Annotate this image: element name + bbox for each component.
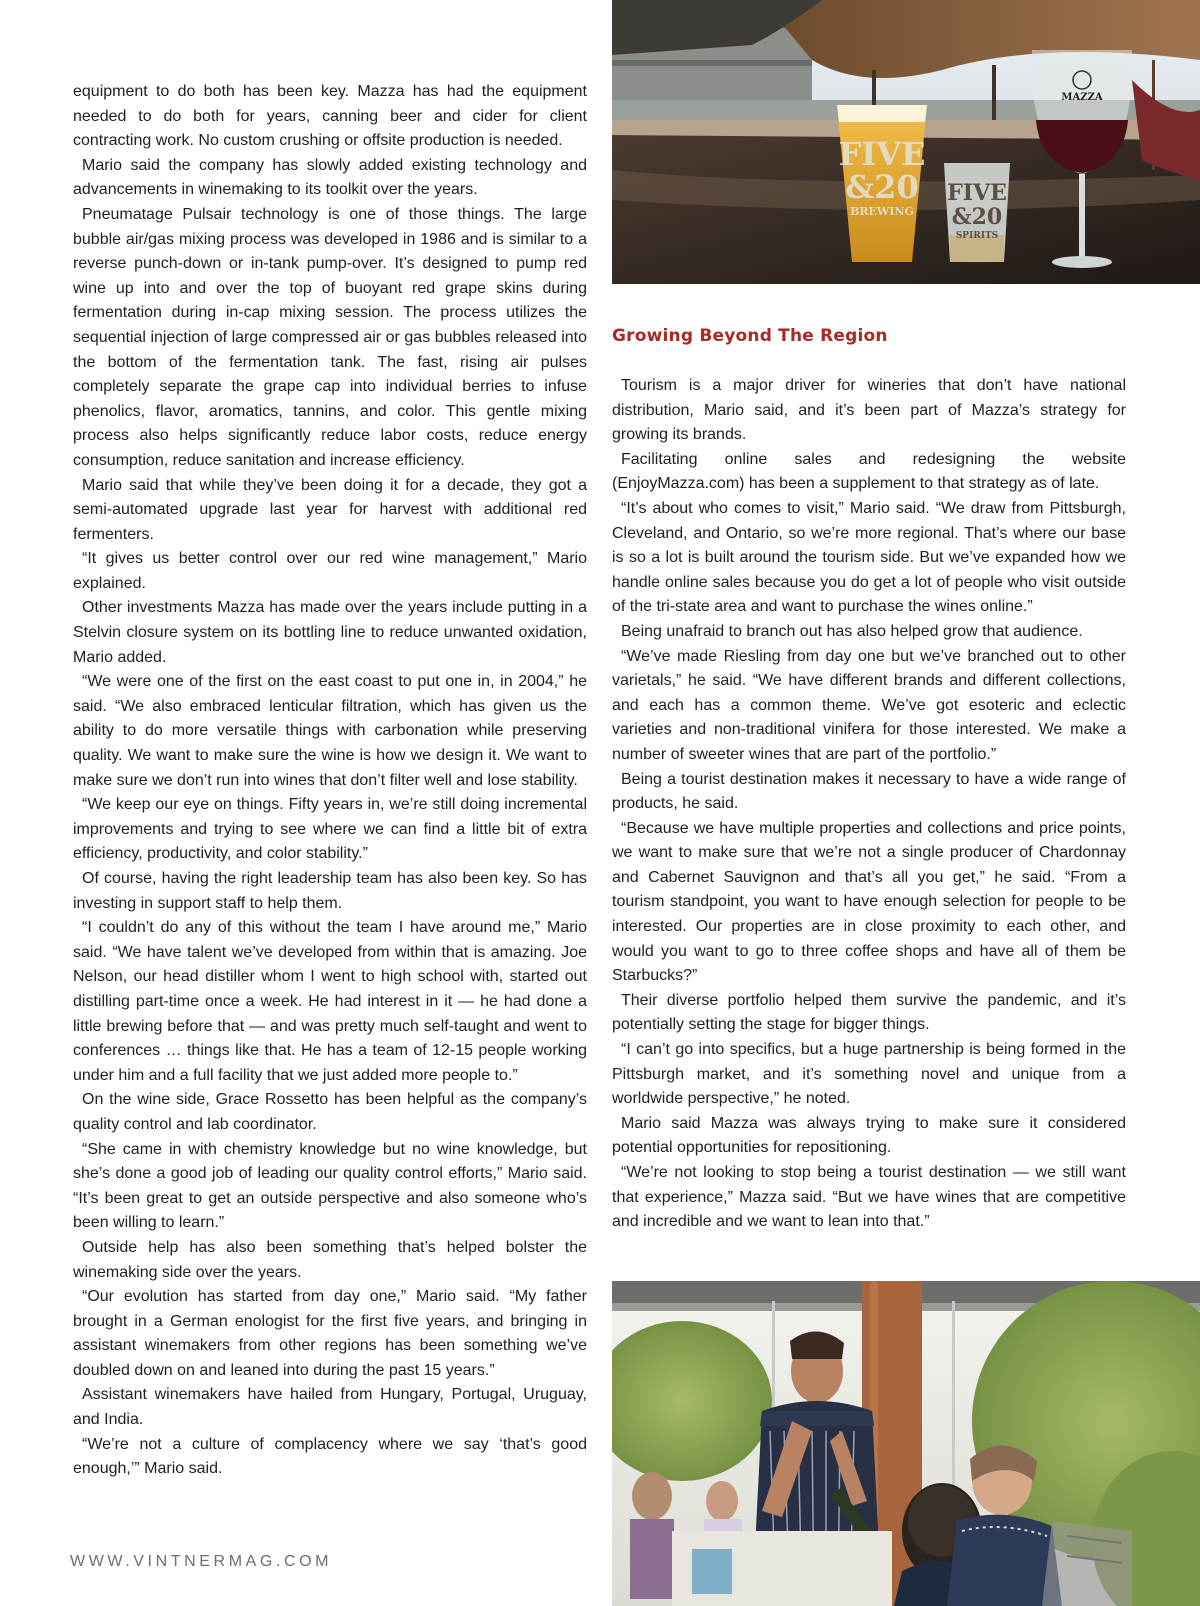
paragraph: equipment to do both has been key. Mazza has had the equipment needed to do both for years, canning beer and cider for client contracting work. No custom crushing or offsite production is needed. bbox=[73, 83, 587, 150]
paragraph: “We keep our eye on things. Fifty years in, we’re still doing incremental improvements and trying to see where we can find a little bit of extra efficiency, productivity, and color stability.” bbox=[73, 796, 587, 863]
paragraph: “We’re not a culture of complacency where we say ‘that’s good enough,’” Mario said. bbox=[73, 1435, 587, 1478]
paragraph: “Because we have multiple properties and collections and price points, we want to make sure that we’re not a single producer of Chardonnay and Cabernet Sauvignon and that’s all you get,” he said. “From a tourism standpoint, you want to have enough selection for people to be interested. Our properties are in close proximity to each other, and would you want to go to three coffee shops and have all of them be Starbucks?” bbox=[612, 819, 1126, 985]
spirits-glass-text-2: &20 bbox=[951, 204, 1003, 230]
wine-pouring-photo bbox=[612, 1281, 1200, 1606]
section-heading: Growing Beyond The Region bbox=[612, 326, 888, 346]
right-column bbox=[612, 374, 1126, 1235]
paragraph: “I can’t go into specifics, but a huge partnership is being formed in the Pittsburgh market, and it’s something novel and unique from a worldwide perspective,” he noted. bbox=[612, 1041, 1126, 1108]
paragraph: “I couldn’t do any of this without the team I have around me,” Mario said. “We have talent we’ve developed from within that is amazing. Joe Nelson, our head distiller whom I went to high school with, started out distilling part-time once a week. He had interest in it — he had done a little brewing before that — and was pretty much self-taught and went to conferences … things like that. He has a team of 12-15 people working under him and a full facility that we just added more people to.” bbox=[73, 919, 587, 1084]
paragraph: On the wine side, Grace Rossetto has been helpful as the company’s quality control and lab coordinator. bbox=[73, 1091, 587, 1133]
paragraph: Facilitating online sales and redesigning the website (EnjoyMazza.com) has been a supplement to that strategy as of late. bbox=[612, 450, 1126, 493]
footer-url: WWW.VINTNERMAG.COM bbox=[70, 1553, 333, 1570]
paragraph: Of course, having the right leadership team has also been key. So has investing in support staff to help them. bbox=[73, 870, 587, 912]
spirits-glass-text-3: SPIRITS bbox=[955, 231, 999, 241]
paragraph: Being unafraid to branch out has also helped grow that audience. bbox=[621, 622, 1083, 640]
paragraph: Mario said that while they’ve been doing it for a decade, they got a semi-automated upgrade last year for harvest with additional red fermenters. bbox=[73, 476, 587, 543]
paragraph: Tourism is a major driver for wineries that don’t have national distribution, Mario said, and it’s been part of Mazza’s strategy for growing its brands. bbox=[612, 377, 1126, 444]
beer-glass-text-2: &20 bbox=[845, 168, 919, 206]
paragraph: “It’s about who comes to visit,” Mario said. “We draw from Pittsburgh, Cleveland, and Ontario, so we’re more regional. That’s where our base is so a lot is built around the tourism side. But we’ve expanded how we handle online sales because you do get a lot of people who visit outside of the tri-state area and want to purchase the wines online.” bbox=[612, 499, 1126, 616]
beer-glass-text-3: BREWING bbox=[850, 205, 914, 218]
patio-glasses-photo bbox=[612, 0, 1200, 284]
paragraph: Other investments Mazza has made over the years include putting in a Stelvin closure system on its bottling line to reduce unwanted oxidation, Mario added. bbox=[73, 599, 587, 666]
wine-glass-text: MAZZA bbox=[1061, 92, 1103, 103]
paragraph: “We were one of the first on the east coast to put one in, in 2004,” he said. “We also embraced lenticular filtration, which has given us the ability to do more versatile things with carbonation while preserving quality. We want to make sure the wine is how we design it. We want to make sure we don’t run into wines that don’t filter well and lose stability. bbox=[73, 673, 587, 789]
paragraph: “We’ve made Riesling from day one but we’ve branched out to other varietals,” he said. “We have different brands and different collections, and each has a common theme. We’ve got esoteric and eclectic varieties and non-traditional vinifera for those interested. We make a number of sweeter wines that are part of the portfolio.” bbox=[612, 647, 1126, 763]
left-column bbox=[73, 80, 587, 1482]
paragraph: Their diverse portfolio helped them survive the pandemic, and it’s potentially setting the stage for bigger things. bbox=[612, 991, 1126, 1034]
paragraph: Mario said the company has slowly added existing technology and advancements in winemaking to its toolkit over the years. bbox=[73, 156, 587, 199]
beer-glass-text-1: FIVE bbox=[838, 135, 926, 173]
paragraph: Being a tourist destination makes it necessary to have a wide range of products, he said. bbox=[612, 770, 1126, 813]
spirits-glass-text-1: FIVE bbox=[947, 180, 1007, 206]
paragraph: Assistant winemakers have hailed from Hungary, Portugal, Uruguay, and India. bbox=[73, 1386, 587, 1429]
paragraph: Mario said Mazza was always trying to make sure it considered potential opportunities for repositioning. bbox=[612, 1114, 1126, 1157]
paragraph: “We’re not looking to stop being a tourist destination — we still want that experience,” Mazza said. “But we have wines that are competitive and incredible and we want to lean into that.” bbox=[612, 1164, 1126, 1231]
paragraph: “It gives us better control over our red wine management,” Mario explained. bbox=[73, 550, 587, 592]
paragraph: Outside help has also been something that’s helped bolster the winemaking side over the years. bbox=[73, 1238, 587, 1281]
paragraph: “Our evolution has started from day one,” Mario said. “My father brought in a German enologist for the first five years, and bringing in assistant winemakers from other regions has been something we’ve doubled down on and leaned into during the past 15 years.” bbox=[73, 1288, 587, 1379]
paragraph: “She came in with chemistry knowledge but no wine knowledge, but she’s done a good job of leading our quality control efforts,” Mario said. “It’s been great to get an outside perspective and also someone who’s been willing to learn.” bbox=[73, 1140, 587, 1232]
paragraph: Pneumatage Pulsair technology is one of those things. The large bubble air/gas mixing process was developed in 1986 and is similar to a reverse punch-down or in-tank pump-over. It’s designed to pump red wine up into and over the top of buoyant red grape skins during fermentation during in-cap mixing session. The process utilizes the sequential injection of large compressed air or gas bubbles released into the bottom of the fermentation tank. The fast, rising air pulses completely separate the grape cap into individual berries to infuse phenolics, flavor, aromatics, tannins, and color. This gentle mixing process also helps significantly reduce labor costs, reduce energy consumption, reduce sanitation and increase efficiency. bbox=[73, 205, 587, 469]
